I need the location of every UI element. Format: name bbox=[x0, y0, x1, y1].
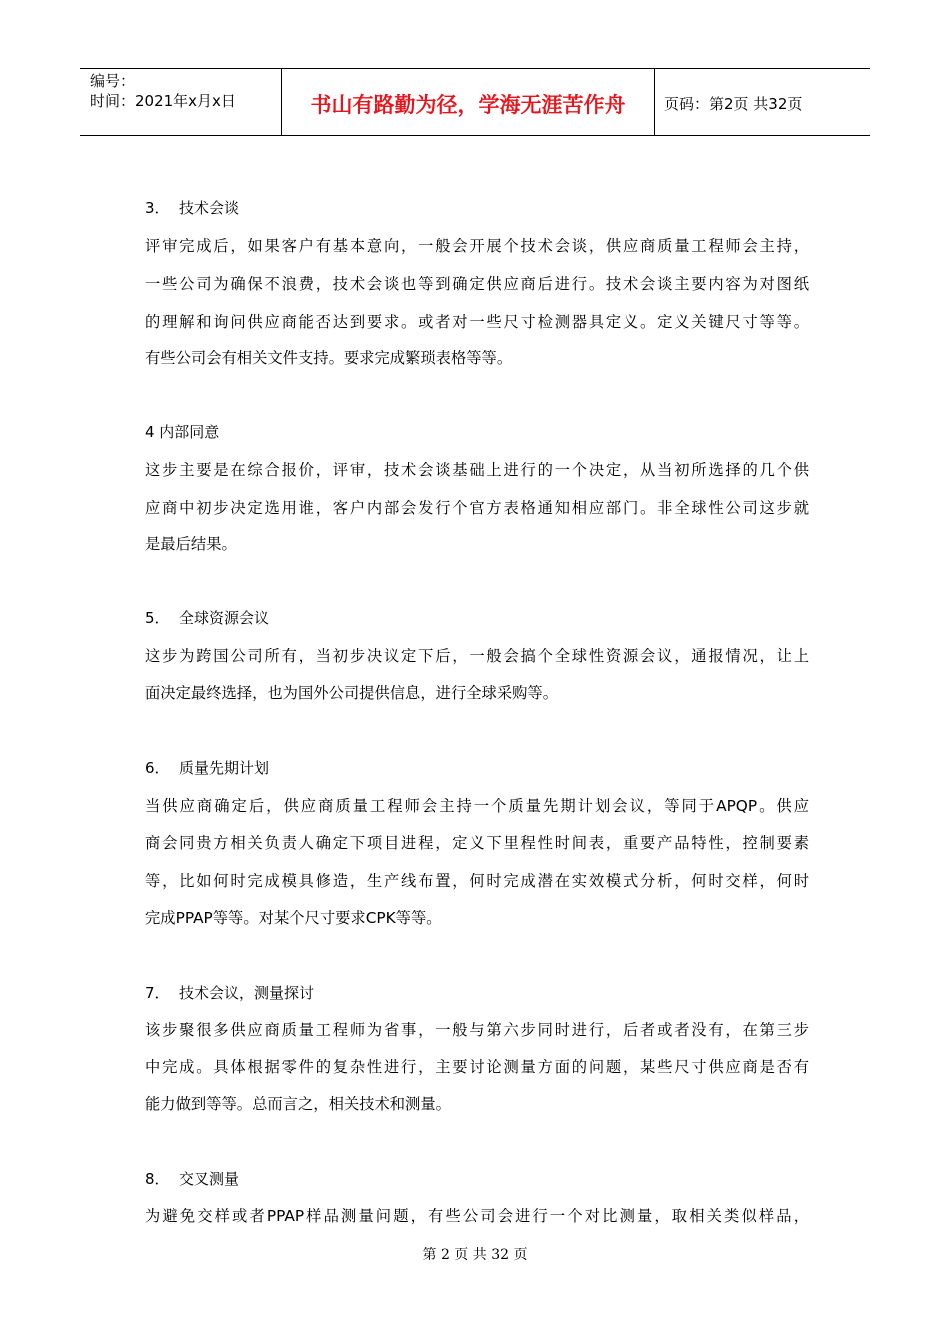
paragraph-line: 一些公司为确保不浪费，技术会谈也等到确定供应商后进行。技术会谈主要内容为对图纸 bbox=[145, 275, 809, 293]
page-footer: 第 2 页 共 32 页 bbox=[422, 1247, 528, 1263]
section-heading bbox=[145, 1169, 239, 1189]
paragraph-line: 的理解和询问供应商能否达到要求。或者对一些尺寸检测器具定义。定义关键尺寸等等。 bbox=[145, 313, 809, 331]
section-number: 6． bbox=[145, 759, 170, 777]
section-heading bbox=[145, 758, 269, 778]
section-heading bbox=[145, 198, 239, 218]
section-title: 技术会谈 bbox=[179, 199, 240, 217]
paragraph-line: 该步聚很多供应商质量工程师为省事，一般与第六步同时进行，后者或者没有，在第三步 bbox=[145, 1021, 809, 1039]
paragraph-line: 完成PPAP等等。对某个尺寸要求CPK等等。 bbox=[145, 909, 442, 927]
page-header bbox=[80, 68, 870, 136]
header-page-info: 页码：第2页 共32页 bbox=[664, 94, 803, 113]
paragraph-line: 当供应商确定后，供应商质量工程师会主持一个质量先期计划会议，等同于APQP。供应 bbox=[145, 797, 809, 815]
section-title: 技术会议，测量探讨 bbox=[179, 984, 315, 1002]
document-time-label: 时间：2021年x月x日 bbox=[90, 92, 236, 110]
section-heading bbox=[145, 983, 314, 1003]
section-title: 全球资源会议 bbox=[179, 609, 270, 627]
paragraph-line: 有些公司会有相关文件支持。要求完成繁琐表格等等。 bbox=[145, 349, 513, 367]
document-number-label: 编号： bbox=[90, 72, 136, 90]
paragraph-line: 应商中初步决定选用谁，客户内部会发行个官方表格通知相应部门。非全球性公司这步就 bbox=[145, 499, 809, 517]
paragraph-line: 评审完成后，如果客户有基本意向，一般会开展个技术会谈，供应商质量工程师会主持， bbox=[145, 237, 809, 255]
paragraph-line: 商会同贵方相关负责人确定下项目进程，定义下里程性时间表，重要产品特性，控制要素 bbox=[145, 834, 809, 852]
section-heading bbox=[145, 608, 269, 628]
paragraph-line: 这步主要是在综合报价，评审，技术会谈基础上进行的一个决定，从当初所选择的几个供 bbox=[145, 461, 809, 479]
paragraph-line: 这步为跨国公司所有，当初步决议定下后，一般会搞个全球性资源会议，通报情况，让上 bbox=[145, 647, 809, 665]
section-title: 质量先期计划 bbox=[179, 759, 270, 777]
section-number: 8． bbox=[145, 1170, 170, 1188]
section-number: 5． bbox=[145, 609, 170, 627]
header-meta bbox=[80, 69, 281, 135]
paragraph-line: 能力做到等等。总而言之，相关技术和测量。 bbox=[145, 1095, 451, 1113]
header-motto: 书山有路勤为径，学海无涯苦作舟 bbox=[281, 69, 655, 135]
paragraph-line: 是最后结果。 bbox=[145, 535, 237, 553]
paragraph-line: 中完成。具体根据零件的复杂性进行，主要讨论测量方面的问题，某些尺寸供应商是否有 bbox=[145, 1058, 809, 1076]
paragraph-line: 等，比如何时完成模具修造，生产线布置，何时完成潜在实效模式分析，何时交样，何时 bbox=[145, 872, 809, 890]
section-title: 交叉测量 bbox=[179, 1170, 240, 1188]
section-number: 7． bbox=[145, 984, 170, 1002]
paragraph-line: 面决定最终选择，也为国外公司提供信息，进行全球采购等。 bbox=[145, 684, 559, 702]
paragraph-line: 为避免交样或者PPAP样品测量问题，有些公司会进行一个对比测量，取相关类似样品， bbox=[145, 1207, 809, 1225]
section-heading bbox=[145, 422, 219, 442]
section-title: 4 内部同意 bbox=[145, 423, 220, 441]
section-number: 3． bbox=[145, 199, 170, 217]
